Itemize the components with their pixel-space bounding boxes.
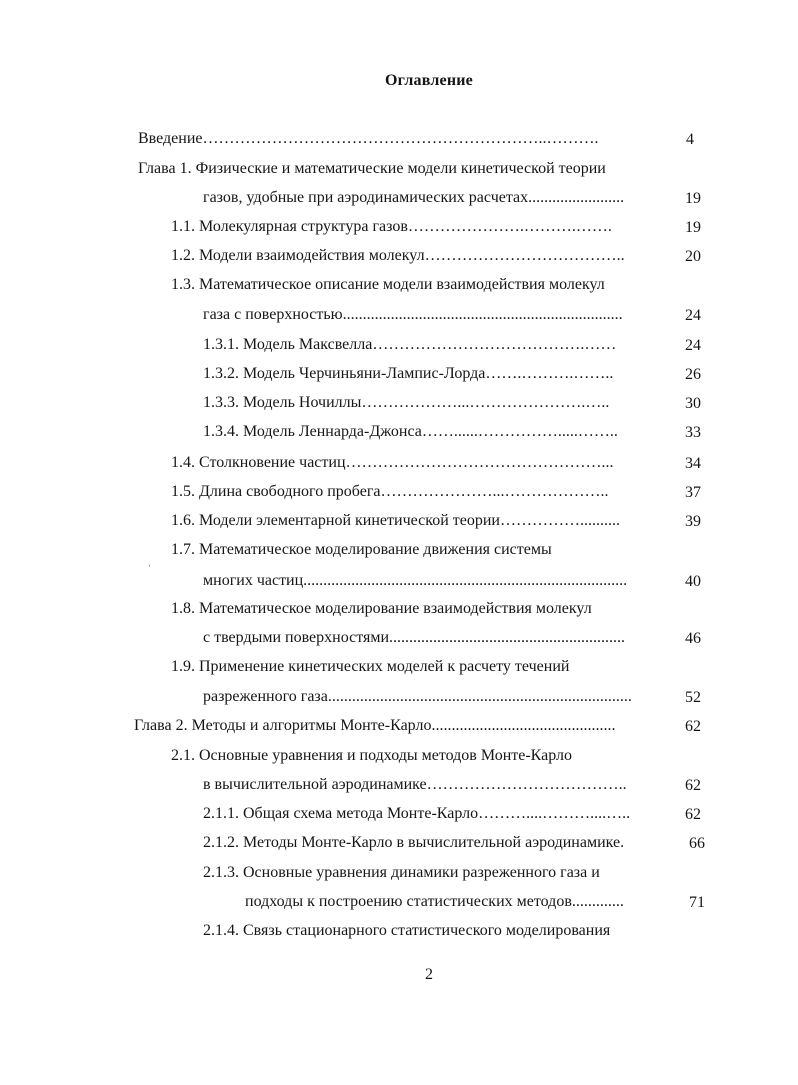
toc-entry-text: 1.7. Математическое моделирование движения системы <box>171 541 552 558</box>
toc-page-number: 33 <box>685 424 701 441</box>
stray-mark: ˌ <box>148 556 152 567</box>
toc-entry-text: газов, удобные при аэродинамических расчетах........................ <box>203 189 625 206</box>
toc-entry-text: 1.4. Столкновение частиц…………………………………………... <box>171 454 614 471</box>
toc-page-number: 30 <box>685 395 701 412</box>
toc-entry-chapter-1[interactable] <box>138 158 678 180</box>
toc-entry-1-7-cont[interactable] <box>203 570 669 592</box>
toc-page-number: 52 <box>685 689 701 706</box>
toc-entry-1-8-cont[interactable] <box>203 627 669 649</box>
toc-title: Оглавление <box>385 72 473 89</box>
toc-entry-text: Введение………………………………………………………..………. <box>138 130 599 147</box>
toc-entry-chapter-2[interactable] <box>134 715 669 737</box>
toc-entry-1-3-4[interactable] <box>203 421 669 443</box>
toc-entry-text: 1.6. Модели элементарной кинетической теории…………….......... <box>171 512 620 529</box>
toc-page-number: 24 <box>685 307 701 324</box>
toc-entry-1-1[interactable] <box>171 216 669 238</box>
toc-entry-text: 2.1.3. Основные уравнения динамики разреженного газа и <box>203 864 600 881</box>
toc-page-number: 24 <box>685 337 701 354</box>
toc-entry-text: 1.2. Модели взаимодействия молекул……………………………….. <box>171 247 625 264</box>
toc-page-number: 39 <box>685 513 701 530</box>
toc-page-number: 37 <box>685 484 701 501</box>
toc-entry-text: 1.9. Применение кинетических моделей к расчету течений <box>171 658 570 675</box>
toc-entry-chapter-1-cont[interactable] <box>203 187 669 209</box>
toc-page-number: 34 <box>685 455 701 472</box>
toc-entry-text: с твердыми поверхностями........................................................... <box>203 629 626 646</box>
toc-page-number: 62 <box>685 806 701 823</box>
toc-entry-1-2[interactable] <box>171 245 669 267</box>
toc-entry-introduction[interactable] <box>138 128 669 150</box>
toc-entry-text: Глава 2. Методы и алгоритмы Монте-Карло.............................................. <box>134 717 616 734</box>
toc-entry-1-5[interactable] <box>171 481 669 503</box>
toc-entry-text: разреженного газа............................................................................ <box>203 688 632 705</box>
toc-entry-1-3[interactable] <box>171 274 671 296</box>
page-number: 2 <box>425 966 433 983</box>
toc-page-number: 62 <box>685 777 701 794</box>
toc-entry-2-1-4[interactable] <box>203 920 663 942</box>
toc-page-number: 66 <box>689 835 705 852</box>
toc-page-number: 62 <box>685 718 701 735</box>
toc-entry-1-4[interactable] <box>171 452 669 474</box>
toc-entry-text: 1.3. Математическое описание модели взаимодействия молекул <box>171 276 605 293</box>
toc-entry-text: 2.1.4. Связь стационарного статистического моделирования <box>203 922 611 939</box>
toc-entry-2-1-2[interactable] <box>203 832 673 854</box>
toc-entry-text: 2.1.1. Общая схема метода Монте-Карло………....………....….. <box>203 805 631 822</box>
toc-entry-2-1-cont[interactable] <box>203 774 669 796</box>
toc-page-number: 40 <box>685 573 701 590</box>
toc-entry-text: подходы к построению статистических методов............. <box>245 893 624 910</box>
toc-entry-text: в вычислительной аэродинамике……………………………….. <box>203 776 627 793</box>
toc-entry-1-3-2[interactable] <box>203 363 669 385</box>
toc-entry-2-1-1[interactable] <box>203 803 669 825</box>
toc-entry-1-3-3[interactable] <box>203 392 669 414</box>
toc-entry-1-6[interactable] <box>171 510 669 532</box>
toc-entry-text: многих частиц................................................................................. <box>203 572 628 589</box>
toc-page-number: 4 <box>686 131 694 148</box>
toc-entry-1-3-cont[interactable] <box>203 304 669 326</box>
toc-entry-1-9[interactable] <box>171 656 641 678</box>
toc-entry-text: 1.3.4. Модель Леннарда-Джонса……......…………….....…….. <box>203 423 618 440</box>
toc-entry-text: 2.1. Основные уравнения и подходы методов Монте-Карло <box>171 747 573 764</box>
toc-entry-2-1-3-cont[interactable] <box>245 891 669 913</box>
toc-page-number: 46 <box>685 630 701 647</box>
toc-entry-1-8[interactable] <box>171 598 671 620</box>
toc-page-number: 71 <box>689 894 705 911</box>
toc-entry-text: газа с поверхностью...................................................................... <box>203 306 623 323</box>
toc-entry-2-1-3[interactable] <box>203 862 653 884</box>
toc-entry-text: 1.3.2. Модель Черчиньяни-Лампис-Лорда…….……….…….. <box>203 365 614 382</box>
toc-page-number: 20 <box>685 248 701 265</box>
toc-entry-text: 1.1. Молекулярная структура газов………………….……….……. <box>171 218 612 235</box>
toc-page-number: 19 <box>685 219 701 236</box>
toc-entry-1-3-1[interactable] <box>203 334 669 356</box>
toc-entry-text: 2.1.2. Методы Монте-Карло в вычислительной аэродинамике. <box>203 834 625 851</box>
toc-entry-1-7[interactable] <box>171 539 641 561</box>
toc-entry-1-9-cont[interactable] <box>203 686 669 708</box>
toc-page-number: 19 <box>685 190 701 207</box>
toc-page-number: 26 <box>685 366 701 383</box>
toc-entry-text: Глава 1. Физические и математические модели кинетической теории <box>138 160 606 177</box>
toc-entry-text: 1.3.3. Модель Ночиллы………………...………………….….. <box>203 394 610 411</box>
toc-entry-text: 1.5. Длина свободного пробега…………………...……………….. <box>171 483 609 500</box>
toc-entry-2-1[interactable] <box>171 745 641 767</box>
toc-entry-text: 1.3.1. Модель Максвелла………………………………….…… <box>203 336 617 353</box>
toc-entry-text: 1.8. Математическое моделирование взаимодействия молекул <box>171 600 592 617</box>
